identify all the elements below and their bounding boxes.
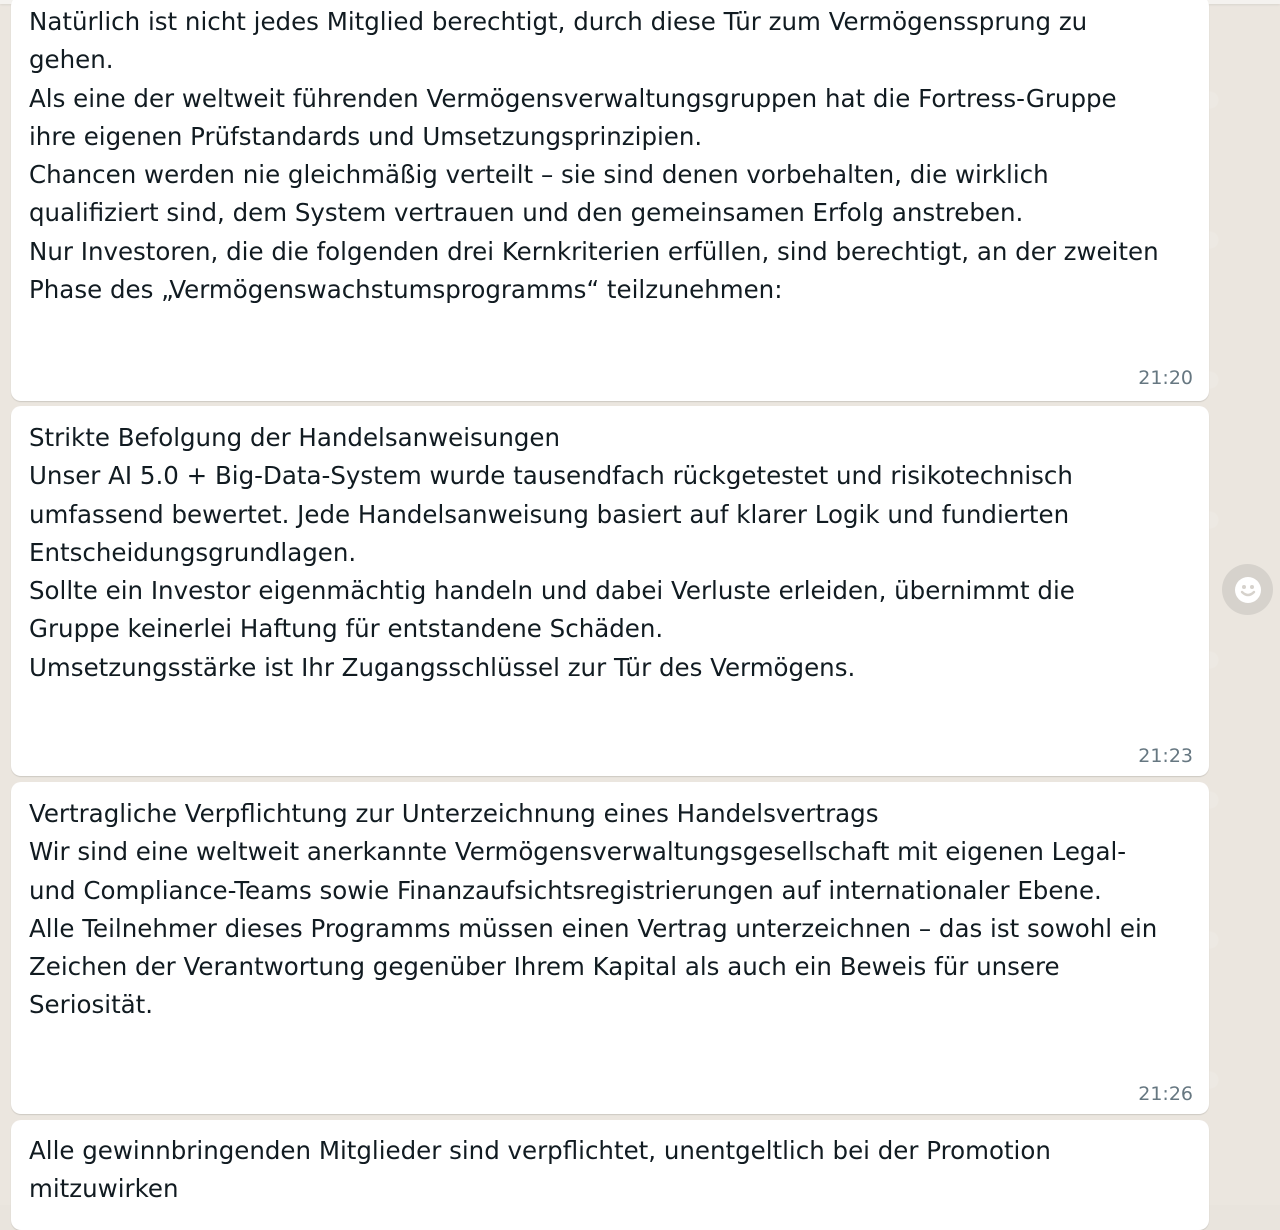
message-line: Als eine der weltweit führenden Vermögensverwaltungsgruppen hat die Fortress-Gruppe — [29, 83, 1117, 113]
message-line: Chancen werden nie gleichmäßig verteilt – sie sind denen vorbehalten, die wirklich — [29, 160, 1049, 190]
message-line: umfassend bewertet. Jede Handelsanweisung basiert auf klarer Logik und fundierten — [29, 499, 1070, 529]
message-line: Vertragliche Verpflichtung zur Unterzeichnung eines Handelsvertrags — [29, 799, 879, 828]
message-line: qualifiziert sind, dem System vertrauen und den gemeinsamen Erfolg anstreben. — [29, 198, 1024, 228]
message-line: Seriosität. — [29, 990, 154, 1020]
smiley-icon — [1234, 576, 1262, 604]
message-timestamp: 21:20 — [1138, 367, 1193, 389]
message-line: Entscheidungsgrundlagen. — [29, 537, 357, 567]
message-line: Gruppe keinerlei Haftung für entstandene Schäden. — [29, 614, 664, 644]
message-bubble[interactable] — [11, 1120, 1209, 1230]
message-line: Natürlich ist nicht jedes Mitglied berechtigt, durch diese Tür zum Vermögenssprung zu — [29, 7, 1088, 36]
message-line: Alle Teilnehmer dieses Programms müssen einen Vertrag unterzeichnen – das ist sowohl ein — [29, 913, 1158, 943]
message-bubble[interactable] — [11, 0, 1209, 401]
message-line: Phase des „Vermögenswachstumsprogramms“ teilzunehmen: — [29, 275, 783, 305]
message-line: Nur Investoren, die die folgenden drei Kernkriterien erfüllen, sind berechtigt, an der zweiten — [29, 236, 1159, 266]
message-bubble[interactable] — [11, 406, 1209, 776]
message-line: gehen. — [29, 45, 114, 75]
message-line: mitzuwirken — [29, 1174, 179, 1204]
message-timestamp: 21:26 — [1138, 1083, 1193, 1105]
message-line: und Compliance-Teams sowie Finanzaufsichtsregistrierungen auf internationaler Ebene. — [29, 875, 1102, 905]
message-line: Alle gewinnbringenden Mitglieder sind verpflichtet, unentgeltlich bei der Promotion — [29, 1136, 1051, 1165]
message-line: ihre eigenen Prüfstandards und Umsetzungsprinzipien. — [29, 121, 703, 151]
message-line: Strikte Befolgung der Handelsanweisungen — [29, 423, 561, 452]
message-line: Unser AI 5.0 + Big-Data-System wurde tausendfach rückgetestet und risikotechnisch — [29, 461, 1073, 491]
reaction-button[interactable] — [1222, 564, 1273, 615]
message-timestamp: 21:23 — [1138, 745, 1193, 767]
message-line: Zeichen der Verantwortung gegenüber Ihrem Kapital als auch ein Beweis für unsere — [29, 952, 1060, 982]
message-bubble[interactable] — [11, 782, 1209, 1114]
message-line: Wir sind eine weltweit anerkannte Vermögensverwaltungsgesellschaft mit eigenen Legal- — [29, 837, 1127, 867]
message-line: Sollte ein Investor eigenmächtig handeln und dabei Verluste erleiden, übernimmt die — [29, 576, 1075, 606]
message-line: Umsetzungsstärke ist Ihr Zugangsschlüssel zur Tür des Vermögens. — [29, 652, 856, 682]
